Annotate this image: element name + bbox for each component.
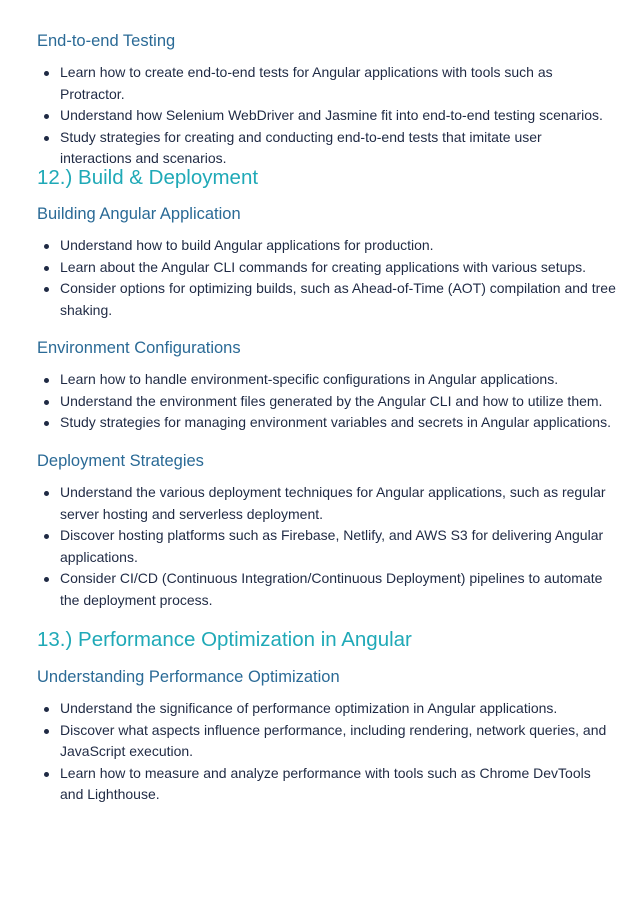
list-item-text: Understand the significance of performance optimization in Angular applications. — [60, 700, 558, 716]
bullet-icon — [44, 534, 49, 539]
list-item — [37, 257, 617, 279]
bullet-icon — [44, 114, 49, 119]
list-item-text: Understand the environment files generated by the Angular CLI and how to utilize them. — [60, 392, 603, 409]
list-item — [37, 698, 617, 720]
bullet-icon — [44, 71, 49, 76]
list-item — [37, 525, 617, 568]
list-item — [37, 412, 617, 434]
bullet-icon — [44, 707, 49, 712]
bullet-icon — [44, 287, 49, 292]
bullet-list — [37, 698, 617, 806]
bullet-icon — [44, 266, 49, 271]
bullet-icon — [44, 491, 49, 496]
section-deployment-strategies — [37, 451, 617, 611]
list-item-text: Study strategies for managing environment variables and secrets in Angular applications. — [60, 414, 611, 430]
section-end-to-end-testing — [37, 31, 617, 170]
bullet-list — [37, 235, 617, 321]
list-item-text: Study strategies for creating and conducting end-to-end tests that imitate user interactions and scenarios. — [60, 128, 542, 166]
subsection-heading: Environment Configurations — [37, 339, 241, 357]
list-item-text: Understand how Selenium WebDriver and Jasmine fit into end-to-end testing scenarios. — [60, 107, 603, 123]
section-environment-configurations — [37, 338, 617, 434]
section-performance-optimization-title — [37, 627, 617, 653]
list-item-text: Learn how to measure and analyze performance with tools such as Chrome DevTools and Lighthouse. — [60, 764, 591, 802]
list-item — [37, 720, 617, 763]
list-item — [37, 235, 617, 257]
list-item-text: Consider options for optimizing builds, such as Ahead-of-Time (AOT) compilation and tree shaking. — [60, 280, 616, 318]
list-item-text: Consider CI/CD (Continuous Integration/Continuous Deployment) pipelines to automate the deployment process. — [60, 570, 603, 608]
bullet-icon — [44, 136, 49, 141]
bullet-list — [37, 369, 617, 434]
list-item-text: Understand how to build Angular applications for production. — [60, 237, 434, 253]
bullet-icon — [44, 772, 49, 777]
bullet-icon — [44, 729, 49, 734]
bullet-icon — [44, 378, 49, 383]
section-understanding-performance-optimization — [37, 667, 617, 806]
section-build-deployment-title — [37, 165, 617, 191]
list-item — [37, 482, 617, 525]
bullet-icon — [44, 244, 49, 249]
list-item-text: Learn how to create end-to-end tests for Angular applications with tools such as Protractor. — [60, 64, 553, 102]
list-item-text: Learn about the Angular CLI commands for creating applications with various setups. — [60, 258, 587, 275]
bullet-list — [37, 482, 617, 611]
section-title: 13.) Performance Optimization in Angular — [37, 628, 412, 651]
list-item — [37, 62, 617, 105]
bullet-icon — [44, 400, 49, 405]
list-item-text: Understand the various deployment techniques for Angular applications, such as regular server hosting and serverless deployment. — [60, 484, 606, 522]
subsection-heading: Building Angular Application — [37, 205, 241, 223]
list-item — [37, 568, 617, 611]
section-title: 12.) Build & Deployment — [37, 166, 259, 189]
bullet-list — [37, 62, 617, 170]
bullet-icon — [44, 577, 49, 582]
list-item — [37, 278, 617, 321]
list-item — [37, 763, 617, 806]
list-item — [37, 105, 617, 127]
list-item-text: Learn how to handle environment-specific configurations in Angular applications. — [60, 371, 559, 387]
list-item — [37, 391, 617, 413]
subsection-heading: Understanding Performance Optimization — [37, 668, 340, 686]
subsection-heading: Deployment Strategies — [37, 452, 204, 470]
list-item — [37, 369, 617, 391]
section-building-angular-application — [37, 204, 617, 321]
list-item-text: Discover what aspects influence performance, including rendering, network queries, and JavaScript execution. — [60, 721, 607, 759]
bullet-icon — [44, 421, 49, 426]
list-item-text: Discover hosting platforms such as Firebase, Netlify, and AWS S3 for delivering Angular applications. — [60, 527, 604, 565]
list-item — [37, 127, 617, 170]
subsection-heading: End-to-end Testing — [37, 32, 176, 50]
